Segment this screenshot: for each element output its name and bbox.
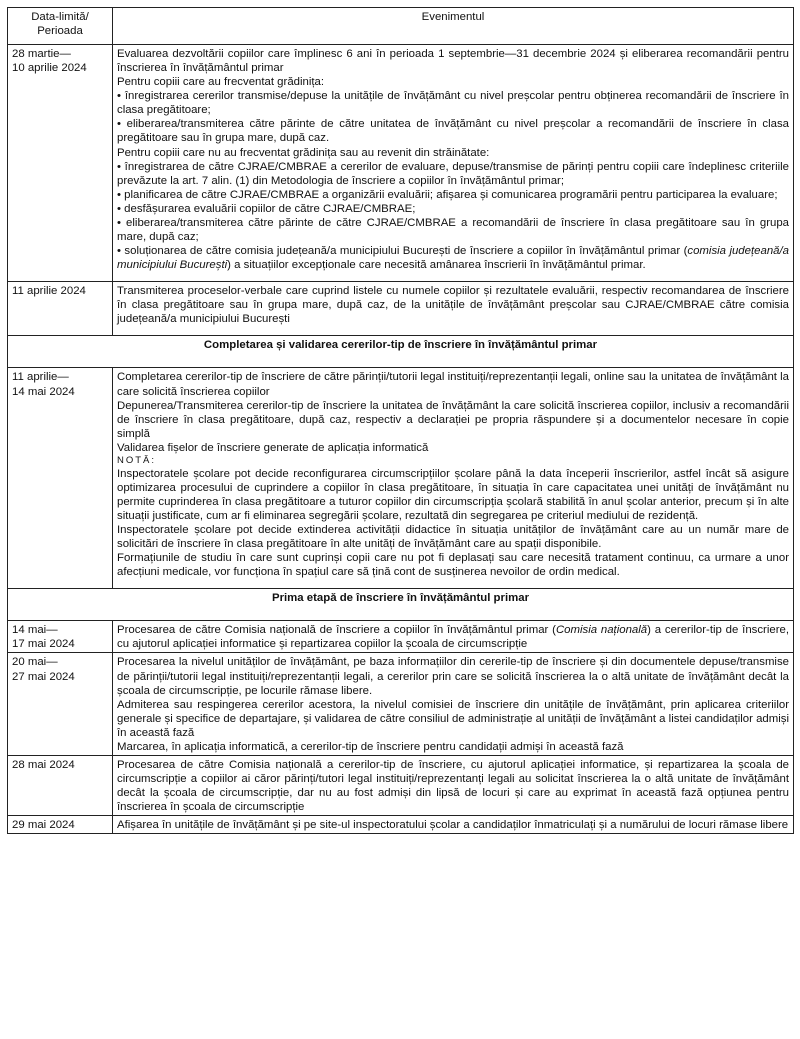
table-row [8, 621, 794, 653]
section-row [8, 589, 794, 621]
schedule-body [8, 45, 794, 834]
spacer [117, 326, 789, 334]
row-date: 28 martie— 10 aprilie 2024 [8, 45, 113, 282]
table-row [8, 816, 794, 834]
event-line: Admiterea sau respingerea cererilor acestora, la nivelul comisiei de înscriere din unitățile de învățământ, prin aplicarea criteriilor generale și specifice de departajare, și validarea de către consiliul de administrație al unității de învățământ a listei candidaților admiși în această fază [117, 698, 789, 739]
spacer [117, 272, 789, 280]
event-line-rich-post: ) a situațiilor excepționale care necesită amânarea înscrierii în învățământul primar. [227, 259, 646, 272]
event-line: • înregistrarea cererilor transmise/depuse la unitățile de învățământ cu nivel preșcolar pentru obținerea recomandării de înscriere în clasa pregătitoare; [117, 90, 789, 117]
event-line-rich-pre: • soluționarea de către comisia județeană/a municipiului București de înscriere a copiilor în învățământul primar ( [117, 245, 688, 258]
table-row [8, 368, 794, 589]
event-line: Afișarea în unitățile de învățământ și pe site-ul inspectoratului școlar a candidaților înmatriculați și a numărului de locuri rămase libere [117, 819, 789, 832]
section-title: Completarea și validarea cererilor-tip de înscriere în învățământul primar [8, 336, 794, 368]
event-line-rich-italic: comisia județeană/a municipiului București [117, 245, 789, 272]
spacer [117, 579, 789, 587]
row-date: 11 aprilie 2024 [8, 282, 113, 336]
header-date: Data-limită/ Perioada [8, 8, 113, 45]
event-line: Procesarea la nivelul unităților de învățământ, pe baza informațiilor din cererile-tip de înscriere și din documentele depuse/transmise de părinții/tutorii legal instituiți/reprezentanții legali, a cererilor prin care se solicită înscrierea la o altă unitate de învățământ decât la școala de circumscripție, pe locurile rămase libere. [117, 656, 789, 697]
event-line-rich-post: ) a cererilor-tip de înscriere, cu ajutorul aplicației informatice și repartizarea copiilor la școala de circumscripție [117, 624, 789, 651]
row-event [113, 756, 794, 816]
event-line: • înregistrarea de către CJRAE/CMBRAE a cererilor de evaluare, depuse/transmise de părinți pentru copiii care îndeplinesc criteriile prevăzute la art. 7 alin. (1) din Metodologia de înscriere a copiilor în învățământul primar; [117, 160, 789, 187]
nota-line: Formațiunile de studiu în care sunt cuprinși copii care nu pot fi deplasați sau care necesită tratament continuu, ca urmare a unor afecțiuni medicale, vor funcționa în spațiul care să țină cont de susținerea nevoilor de ordin medical. [117, 552, 789, 579]
table-row [8, 45, 794, 282]
event-line-rich-pre: Procesarea de către Comisia națională de înscriere a copiilor în învățământul primar ( [117, 624, 556, 637]
row-event [113, 653, 794, 756]
row-date: 20 mai— 27 mai 2024 [8, 653, 113, 756]
row-event [113, 368, 794, 589]
header-event: Evenimentul [113, 8, 794, 45]
row-date: 14 mai— 17 mai 2024 [8, 621, 113, 653]
event-line-rich-italic: Comisia națională [555, 624, 648, 637]
event-line: Transmiterea proceselor-verbale care cuprind listele cu numele copiilor și rezultatele evaluării, respectiv recomandarea de înscriere în clasa pregătitoare sau în grupa mare, după caz, de la unitățile de învățământ preșcolar sau CJRAE/CMBRAE către comisia județeană/a municipiului București [117, 285, 789, 326]
event-line: Evaluarea dezvoltării copiilor care împlinesc 6 ani în perioada 1 septembrie—31 decembrie 2024 și eliberarea recomandării pentru înscrierea în învățământul primar [117, 48, 789, 75]
event-line: Marcarea, în aplicația informatică, a cererilor-tip de înscriere pentru candidații admiși în această fază [117, 740, 624, 753]
row-event [113, 621, 794, 653]
row-event [113, 45, 794, 282]
event-line-rich [117, 244, 789, 272]
table-row [8, 756, 794, 816]
schedule-table [7, 7, 794, 834]
nota-line: Inspectoratele școlare pot decide extinderea activității didactice în situația unităților de învățământ care au un număr mare de solicitări de înscriere în clasa pregătitoare în alte unități de învățământ care au spații disponibile. [117, 523, 789, 551]
table-row [8, 653, 794, 756]
event-line: Validarea fișelor de înscriere generate de aplicația informatică [117, 441, 429, 454]
event-line: Pentru copiii care au frecventat grădinița: [117, 76, 325, 89]
row-event [113, 816, 794, 834]
row-date: 29 mai 2024 [8, 816, 113, 834]
event-line: Depunerea/Transmiterea cererilor-tip de înscriere la unitatea de învățământ la care solicită înscrierea copiilor, inclusiv a recomandării de înscriere în clasa pregătitoare, după caz, respectiv a declarației pe propria răspundere și a documentelor necesare în copie simplă [117, 399, 789, 440]
event-line: • desfășurarea evaluării copiilor de către CJRAE/CMBRAE; [117, 202, 416, 215]
event-line: • planificarea de către CJRAE/CMBRAE a organizării evaluării; afișarea și comunicarea programării pentru participarea la evaluare; [117, 188, 778, 201]
event-line: • eliberarea/transmiterea către părinte de către CJRAE/CMBRAE a recomandării de înscriere în clasa pregătitoare sau în grupa mare, după caz; [117, 216, 789, 244]
row-event [113, 282, 794, 336]
event-line: Completarea cererilor-tip de înscriere de către părinții/tutorii legal instituiți/reprezentanții legali, online sau la unitatea de învățământ la care solicită înscrierea copiilor [117, 371, 789, 398]
nota-line: Inspectoratele școlare pot decide reconfigurarea circumscripțiilor școlare până la data începerii înscrierilor, astfel încât să asigure optimizarea procesului de cuprindere a copiilor în clasa pregătitoare, în situația în care capacitatea unei unități de învățământ nu permite cuprinderea în clasa pregătitoare a tuturor copiilor din circumscripția școlară stabilită în anul școlar anterior, precum și în alte situații justificate, cum ar fi eliminarea segregării școlare, rezultată din segregarea pe criteriul mediului de rezidență. [117, 467, 789, 522]
event-line: Procesarea de către Comisia națională a cererilor-tip de înscriere, cu ajutorul aplicației informatice, și repartizarea la școala de circumscripție a copiilor ai căror părinți/tutori legal instituiți/reprezentanți legali au solicitat înscrierea la o altă unitate de învățământ decât la școala de circumscripție, dar nu au fost admiși din lipsă de locuri și care au exprimat în această fază opțiunea pentru înscrierea în școala de circumscripție [117, 759, 789, 814]
nota-label: NOTĂ: [117, 454, 157, 466]
row-date: 11 aprilie— 14 mai 2024 [8, 368, 113, 589]
event-line: Pentru copiii care nu au frecventat grădinița sau au revenit din străinătate: [117, 146, 490, 159]
event-line: • eliberarea/transmiterea către părinte de către unitatea de învățământ cu nivel preșcolar a recomandării de înscriere în clasa pregătitoare sau în grupa mare, după caz. [117, 118, 789, 145]
table-row [8, 282, 794, 336]
event-line-rich [117, 623, 789, 651]
section-row [8, 336, 794, 368]
row-date: 28 mai 2024 [8, 756, 113, 816]
section-title: Prima etapă de înscriere în învățământul primar [8, 589, 794, 621]
header-row [8, 8, 794, 45]
